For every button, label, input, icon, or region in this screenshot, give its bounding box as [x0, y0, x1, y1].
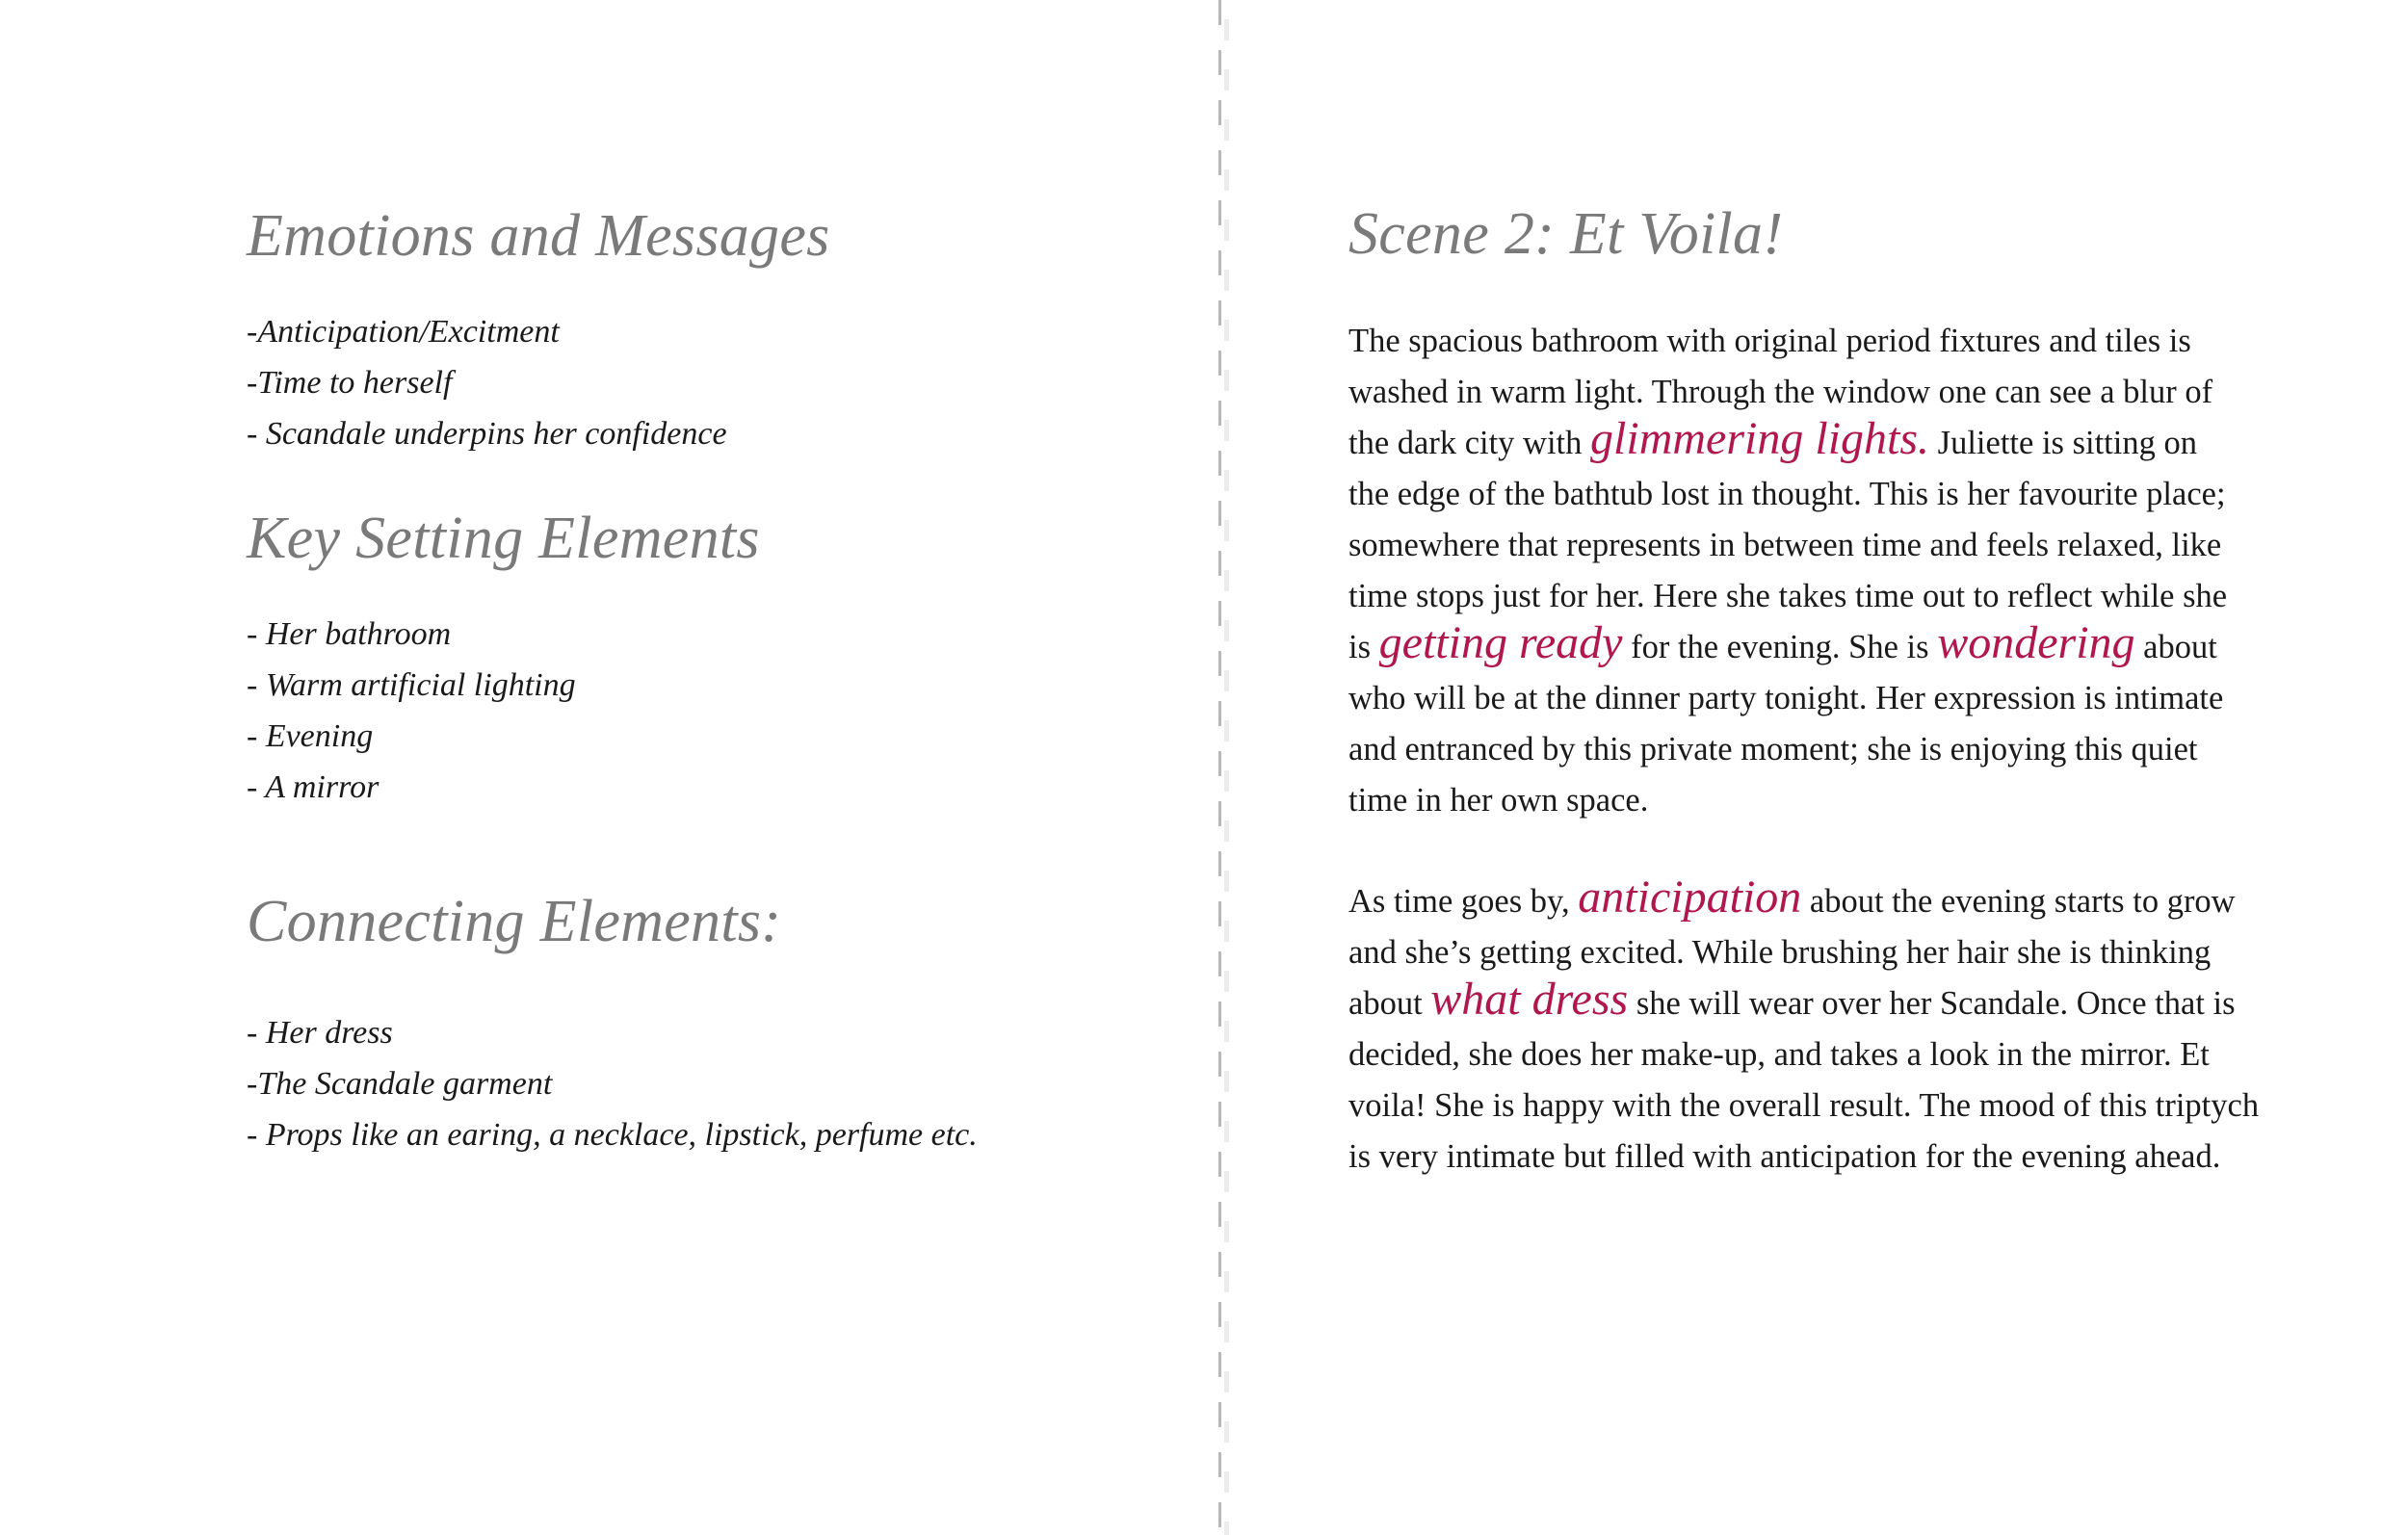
- text-line: somewhere that represents in between time and feels relaxed, like: [1348, 527, 2222, 563]
- list-item: -Anticipation/Excitment: [247, 314, 560, 350]
- text-line: and she’s getting excited. While brushing her hair she is thinking: [1348, 934, 2212, 971]
- list-item: - Warm artificial lighting: [247, 667, 576, 703]
- text-run: about: [2134, 629, 2217, 665]
- key-setting-elements-list: [247, 609, 576, 813]
- highlight-getting-ready: getting ready: [1378, 617, 1623, 668]
- connecting-elements-heading: Connecting Elements:: [247, 889, 782, 954]
- text-run: about: [1348, 985, 1431, 1022]
- text-run: As time goes by,: [1348, 883, 1579, 920]
- highlight-glimmering-lights: glimmering lights.: [1590, 413, 1930, 464]
- highlight-wondering: wondering: [1937, 617, 2135, 668]
- text-line: [1348, 617, 2227, 673]
- list-item: - Scandale underpins her confidence: [247, 416, 727, 452]
- scene-paragraph-2: [1348, 872, 2260, 1183]
- text-run: Juliette is sitting on: [1929, 425, 2197, 461]
- list-item: - Her dress: [247, 1015, 393, 1051]
- list-item: -Time to herself: [247, 365, 453, 401]
- connecting-elements-list: [247, 1007, 978, 1160]
- text-line: The spacious bathroom with original period fixtures and tiles is: [1348, 323, 2191, 359]
- key-setting-elements-heading: Key Setting Elements: [247, 506, 760, 571]
- emotions-messages-list: [247, 306, 727, 459]
- fold-dashed-line: [1218, 0, 1221, 1535]
- emotions-messages-heading: Emotions and Messages: [247, 203, 830, 269]
- text-line: the edge of the bathtub lost in thought. This is her favourite place;: [1348, 476, 2226, 512]
- text-line: time stops just for her. Here she takes time out to reflect while she: [1348, 578, 2228, 614]
- scene-paragraph-1: [1348, 316, 2227, 826]
- page-fold-divider: [1216, 0, 1229, 1535]
- list-item: - Her bathroom: [247, 616, 452, 652]
- text-line: decided, she does her make-up, and takes a look in the mirror. Et: [1348, 1036, 2210, 1073]
- highlight-anticipation: anticipation: [1578, 872, 1802, 923]
- text-line: [1348, 413, 2227, 469]
- text-line: is very intimate but filled with anticipation for the evening ahead.: [1348, 1138, 2221, 1175]
- scene-title: Scene 2: Et Voila!: [1348, 201, 1784, 267]
- text-line: washed in warm light. Through the window one can see a blur of: [1348, 374, 2213, 410]
- text-run: for the evening. She is: [1622, 629, 1938, 665]
- text-run: the dark city with: [1348, 425, 1591, 461]
- text-line: [1348, 974, 2259, 1029]
- text-line: [1348, 872, 2259, 927]
- list-item: - A mirror: [247, 769, 380, 805]
- highlight-what-dress: what dress: [1430, 974, 1629, 1025]
- right-page: [1229, 0, 2408, 1535]
- text-run: about the evening starts to grow: [1801, 883, 2236, 920]
- list-item: -The Scandale garment: [247, 1066, 553, 1102]
- list-item: - Evening: [247, 718, 374, 754]
- text-line: and entranced by this private moment; she is enjoying this quiet: [1348, 731, 2198, 768]
- text-run: she will wear over her Scandale. Once that is: [1628, 985, 2236, 1022]
- text-line: time in her own space.: [1348, 782, 1649, 819]
- text-run: is: [1348, 629, 1379, 665]
- text-line: voila! She is happy with the overall result. The mood of this triptych: [1348, 1087, 2260, 1124]
- text-line: who will be at the dinner party tonight. Her expression is intimate: [1348, 680, 2224, 716]
- list-item: - Props like an earing, a necklace, lipstick, perfume etc.: [247, 1117, 978, 1153]
